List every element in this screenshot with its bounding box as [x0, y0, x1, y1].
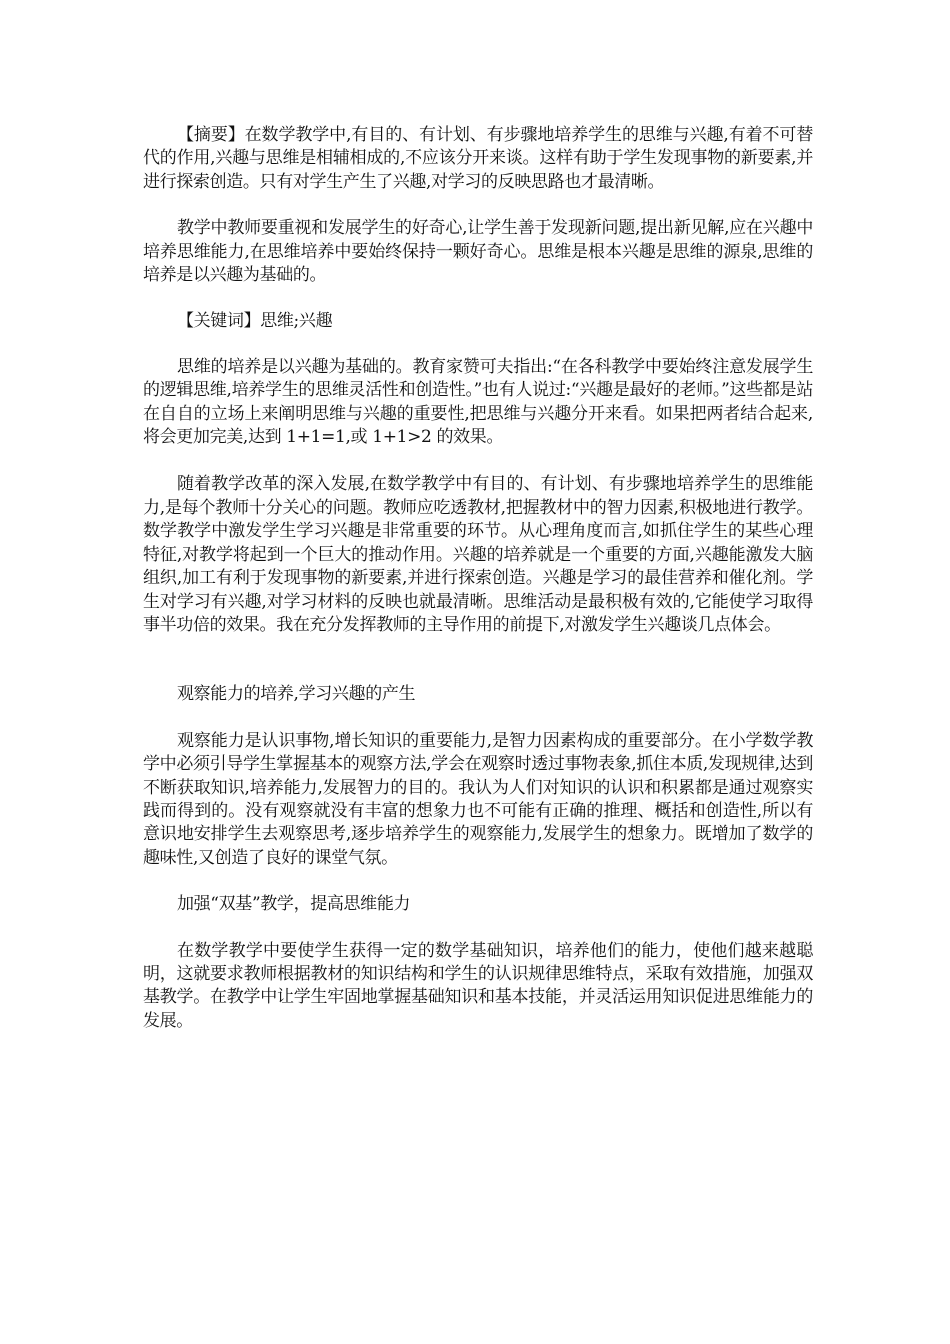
intro-paragraph: 教学中教师要重视和发展学生的好奇心,让学生善于发现新问题,提出新见解,应在兴趣中培养思维能力,在思维培养中要始终保持一颗好奇心。思维是根本兴趣是思维的源泉,思维的培养是以兴趣为基础的。 [143, 218, 813, 286]
section-heading-observation: 观察能力的培养,学习兴趣的产生 [177, 684, 416, 705]
keywords-label: 【关键词】 [177, 311, 261, 332]
keywords-text: 思维;兴趣 [260, 311, 333, 332]
interest-thinking-paragraph: 思维的培养是以兴趣为基础的。教育家赞可夫指出:“在各科教学中要始终注意发展学生的逻辑思维,培养学生的思维灵活性和创造性。”也有人说过:“兴趣是最好的老师。”这些都是站在自自的立场上来阐明思维与兴趣的重要性,把思维与兴趣分开来看。如果把两者结合起来,将会更加完美,达到 1+1=1,或 1+1>2 的效果。 [143, 356, 813, 448]
double-basics-paragraph: 在数学教学中要使学生获得一定的数学基础知识，培养他们的能力，使他们越来越聪明，这就要求教师根据教材的知识结构和学生的认识规律思维特点，采取有效措施，加强双基教学。在教学中让学生牢固地掌握基础知识和基本技能，并灵活运用知识促进思维能力的发展。 [143, 940, 813, 1031]
teaching-reform-paragraph: 随着教学改革的深入发展,在数学教学中有目的、有计划、有步骤地培养学生的思维能力,是每个教师十分关心的问题。教师应吃透教材,把握教材中的智力因素,积极地进行教学。数学教学中激发学生学习兴趣是非常重要的环节。从心理角度而言,如抓住学生的某些心理特征,对教学将起到一个巨大的推动作用。兴趣的培养就是一个重要的方面,兴趣能激发大脑组织,加工有利于发现事物的新要素,并进行探索创造。兴趣是学习的最佳营养和催化剂。学生对学习有兴趣,对学习材料的反映也就最清晰。思维活动是最积极有效的,它能使学习取得事半功倍的效果。我在充分发挥教师的主导作用的前提下,对激发学生兴趣谈几点体会。 [143, 474, 813, 635]
keywords-paragraph [143, 310, 813, 333]
abstract-label: 【摘要】 [177, 125, 245, 145]
abstract-paragraph [143, 124, 813, 194]
document-body [143, 124, 813, 1033]
abstract-text: 在数学教学中,有目的、有计划、有步骤地培养学生的思维与兴趣,有着不可替代的作用,兴趣与思维是相辅相成的,不应该分开来谈。这样有助于学生发现事物的新要素,并进行探索创造。只有对学生产生了兴趣,对学习的反映思路也才最清晰。 [143, 125, 813, 192]
observation-paragraph: 观察能力是认识事物,增长知识的重要能力,是智力因素构成的重要部分。在小学数学教学中必须引导学生掌握基本的观察方法,学会在观察时透过事物表象,抓住本质,发现规律,达到不断获取知识,培养能力,发展智力的目的。我认为人们对知识的认识和积累都是通过观察实践而得到的。没有观察就没有丰富的想象力也不可能有正确的推理、概括和创造性,所以有意识地安排学生去观察思考,逐步培养学生的观察能力,发展学生的想象力。既增加了数学的趣味性,又创造了良好的课堂气氛。 [143, 730, 813, 868]
section-heading-double-basics: 加强“双基”教学，提高思维能力 [177, 894, 411, 915]
